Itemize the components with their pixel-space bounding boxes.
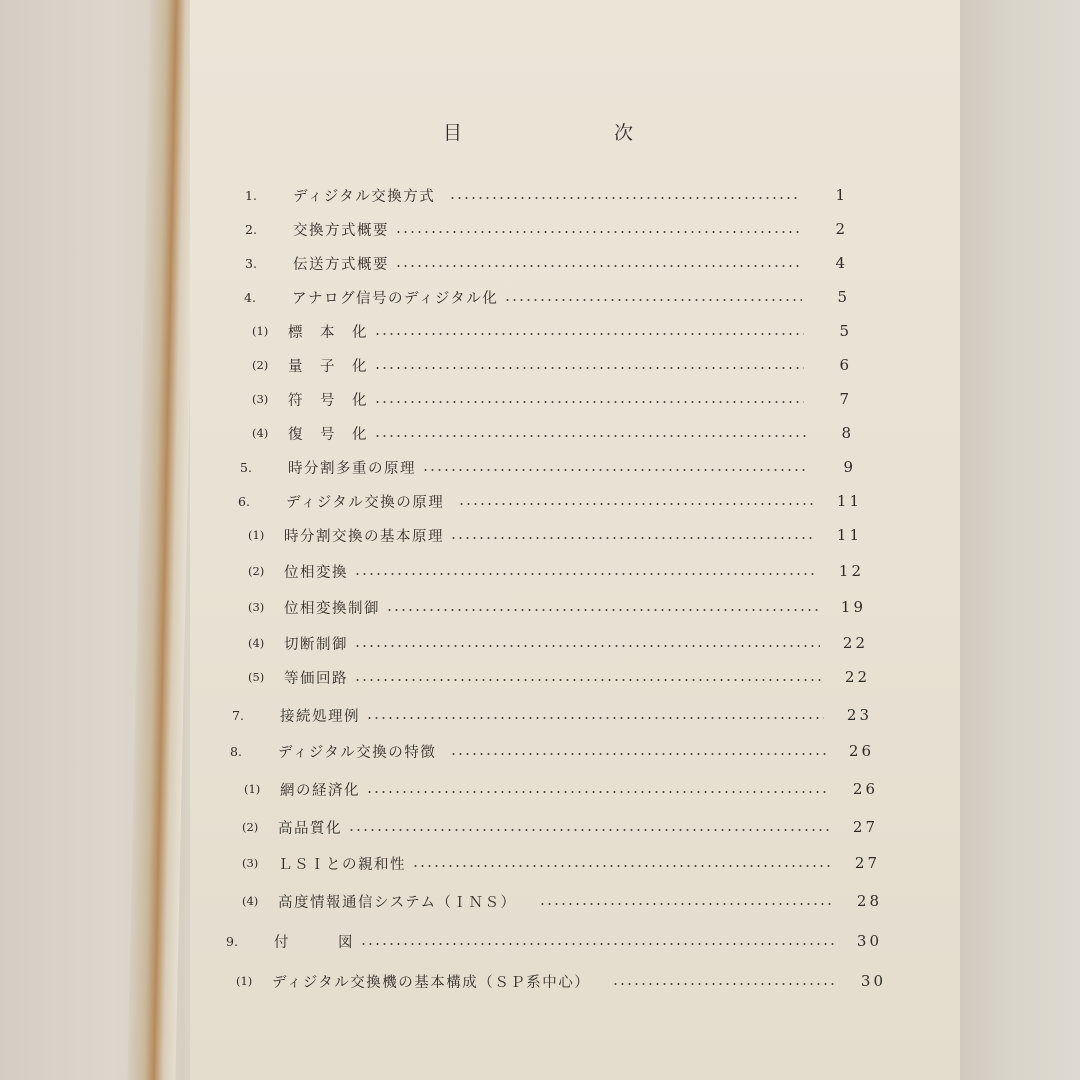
toc-entry-leader <box>354 573 816 575</box>
toc-entry-leader <box>422 469 808 471</box>
toc-entry-label: 等価回路 <box>284 670 348 687</box>
toc-entry-number: 2. <box>245 221 257 237</box>
toc-entry-number: (4) <box>242 894 259 908</box>
toc-entry-number: (5) <box>248 670 265 684</box>
toc-entry <box>236 966 886 996</box>
toc-entry-label: 量 子 化 <box>288 358 368 375</box>
toc-entry-leader <box>366 717 824 719</box>
toc-entry <box>244 282 850 312</box>
toc-title <box>0 118 1080 148</box>
toc-entry-number: 3. <box>245 255 257 271</box>
toc-entry-page-number: 22 <box>842 634 868 652</box>
toc-entry <box>232 700 872 730</box>
toc-entry-label: 網の経済化 <box>280 782 360 799</box>
toc-entry-label: ディジタル交換方式 <box>293 188 436 205</box>
toc-entry-number: (3) <box>252 392 269 406</box>
toc-entry-leader <box>374 367 804 369</box>
toc-entry-leader <box>386 609 818 611</box>
toc-entry <box>242 812 878 842</box>
toc-entry-label: 位相変換制御 <box>284 600 380 617</box>
toc-entry-leader <box>374 435 806 437</box>
toc-entry <box>252 418 854 448</box>
toc-entry-page-number: 12 <box>838 562 864 580</box>
toc-entry <box>242 886 882 916</box>
toc-entry-label: 高度情報通信システム（ＩＮＳ） <box>278 894 517 911</box>
toc-entry-leader <box>366 791 830 793</box>
toc-entry-number: (3) <box>248 600 265 614</box>
toc-entry-leader <box>354 679 822 681</box>
toc-entry-page-number: 9 <box>843 458 856 476</box>
toc-entry-number: 8. <box>230 743 242 759</box>
toc-entry <box>238 486 862 516</box>
toc-entry-label: アナログ信号のディジタル化 <box>292 290 499 307</box>
toc-entry-leader <box>458 503 814 505</box>
toc-entry-page-number: 27 <box>854 854 880 872</box>
toc-entry-leader <box>374 333 804 335</box>
toc-title-char-1: 目 <box>443 122 463 144</box>
toc-entry-label: ディジタル交換の原理 <box>286 494 445 511</box>
toc-entry-number: (2) <box>252 358 269 372</box>
toc-entry-page-number: 30 <box>856 932 882 950</box>
toc-entry-label: 切断制御 <box>284 636 348 653</box>
toc-title-char-2: 次 <box>614 122 634 144</box>
toc-entry-number: (3) <box>242 856 259 870</box>
toc-entry <box>226 926 882 956</box>
toc-entry <box>245 248 848 278</box>
toc-entry <box>245 180 848 210</box>
toc-entry-label: 高品質化 <box>278 820 342 837</box>
toc-entry-page-number: 11 <box>836 492 862 510</box>
toc-entry-label: 時分割交換の基本原理 <box>284 528 444 545</box>
toc-entry <box>248 628 868 658</box>
toc-entry-label: ＬＳＩとの親和性 <box>278 856 406 873</box>
toc-entry-number: (2) <box>242 820 259 834</box>
toc-entry-leader <box>412 865 832 867</box>
toc-entry-label: 交換方式概要 <box>293 222 389 239</box>
toc-entry-label: 時分割多重の原理 <box>288 460 416 477</box>
toc-entry-label: 接続処理例 <box>280 708 360 725</box>
toc-entry-page-number: 30 <box>860 972 886 990</box>
toc-entry-page-number: 28 <box>856 892 882 910</box>
toc-entry-page-number: 2 <box>835 220 848 238</box>
toc-entry-number: (1) <box>248 528 265 542</box>
toc-entry-leader <box>360 943 834 945</box>
toc-entry <box>252 316 852 346</box>
toc-entry-label: 位相変換 <box>284 564 348 581</box>
toc-entry-page-number: 26 <box>852 780 878 798</box>
toc-entry-page-number: 11 <box>836 526 862 544</box>
toc-entry-page-number: 1 <box>835 186 848 204</box>
toc-entry-number: (1) <box>252 324 269 338</box>
toc-entry-leader <box>450 753 826 755</box>
right-background <box>960 0 1080 1080</box>
toc-entry-number: (2) <box>248 564 265 578</box>
toc-entry <box>244 774 878 804</box>
toc-entry <box>242 848 880 878</box>
toc-entry-number: (1) <box>236 974 253 988</box>
toc-entry <box>230 736 874 766</box>
toc-entry-leader <box>348 829 830 831</box>
toc-entry-label: 標 本 化 <box>288 324 368 341</box>
toc-entry <box>252 384 852 414</box>
toc-entry <box>240 452 856 482</box>
toc-entry-leader <box>395 265 800 267</box>
toc-entry-leader <box>539 903 834 905</box>
toc-entry-label: 付 図 <box>274 934 354 951</box>
toc-entry-label: 符 号 化 <box>288 392 368 409</box>
toc-entry-leader <box>504 299 802 301</box>
toc-entry-label: ディジタル交換機の基本構成（ＳＰ系中心） <box>272 974 591 991</box>
toc-entry-number: (4) <box>248 636 265 650</box>
toc-entry-page-number: 8 <box>841 424 854 442</box>
toc-entry <box>248 662 870 692</box>
toc-entry-leader <box>374 401 804 403</box>
toc-entry-page-number: 5 <box>839 322 852 340</box>
toc-entry-number: 6. <box>238 493 250 509</box>
toc-entry-number: (1) <box>244 782 261 796</box>
toc-entry-page-number: 27 <box>852 818 878 836</box>
toc-entry-number: 5. <box>240 459 252 475</box>
toc-entry-leader <box>395 231 800 233</box>
toc-entry-number: 1. <box>245 187 257 203</box>
toc-entry-page-number: 5 <box>837 288 850 306</box>
toc-entry-leader <box>354 645 820 647</box>
toc-entry <box>252 350 852 380</box>
toc-entry-leader <box>612 983 838 985</box>
toc-entry <box>248 556 864 586</box>
toc-entry-page-number: 22 <box>844 668 870 686</box>
toc-entry-page-number: 19 <box>840 598 866 616</box>
toc-entry-leader <box>449 197 800 199</box>
toc-entry-page-number: 6 <box>839 356 852 374</box>
toc-entry <box>248 520 862 550</box>
toc-entry-label: ディジタル交換の特徴 <box>278 744 437 761</box>
toc-entry <box>245 214 848 244</box>
toc-entry-number: 9. <box>226 933 238 949</box>
toc-entry-page-number: 4 <box>835 254 848 272</box>
toc-entry-number: (4) <box>252 426 269 440</box>
toc-entry-number: 4. <box>244 289 256 305</box>
toc-entry-number: 7. <box>232 707 244 723</box>
toc-entry-leader <box>450 537 814 539</box>
toc-entry-label: 伝送方式概要 <box>293 256 389 273</box>
toc-entry <box>248 592 866 622</box>
toc-entry-page-number: 26 <box>848 742 874 760</box>
toc-entry-label: 復 号 化 <box>288 426 368 443</box>
toc-entry-page-number: 23 <box>846 706 872 724</box>
toc-entry-page-number: 7 <box>839 390 852 408</box>
